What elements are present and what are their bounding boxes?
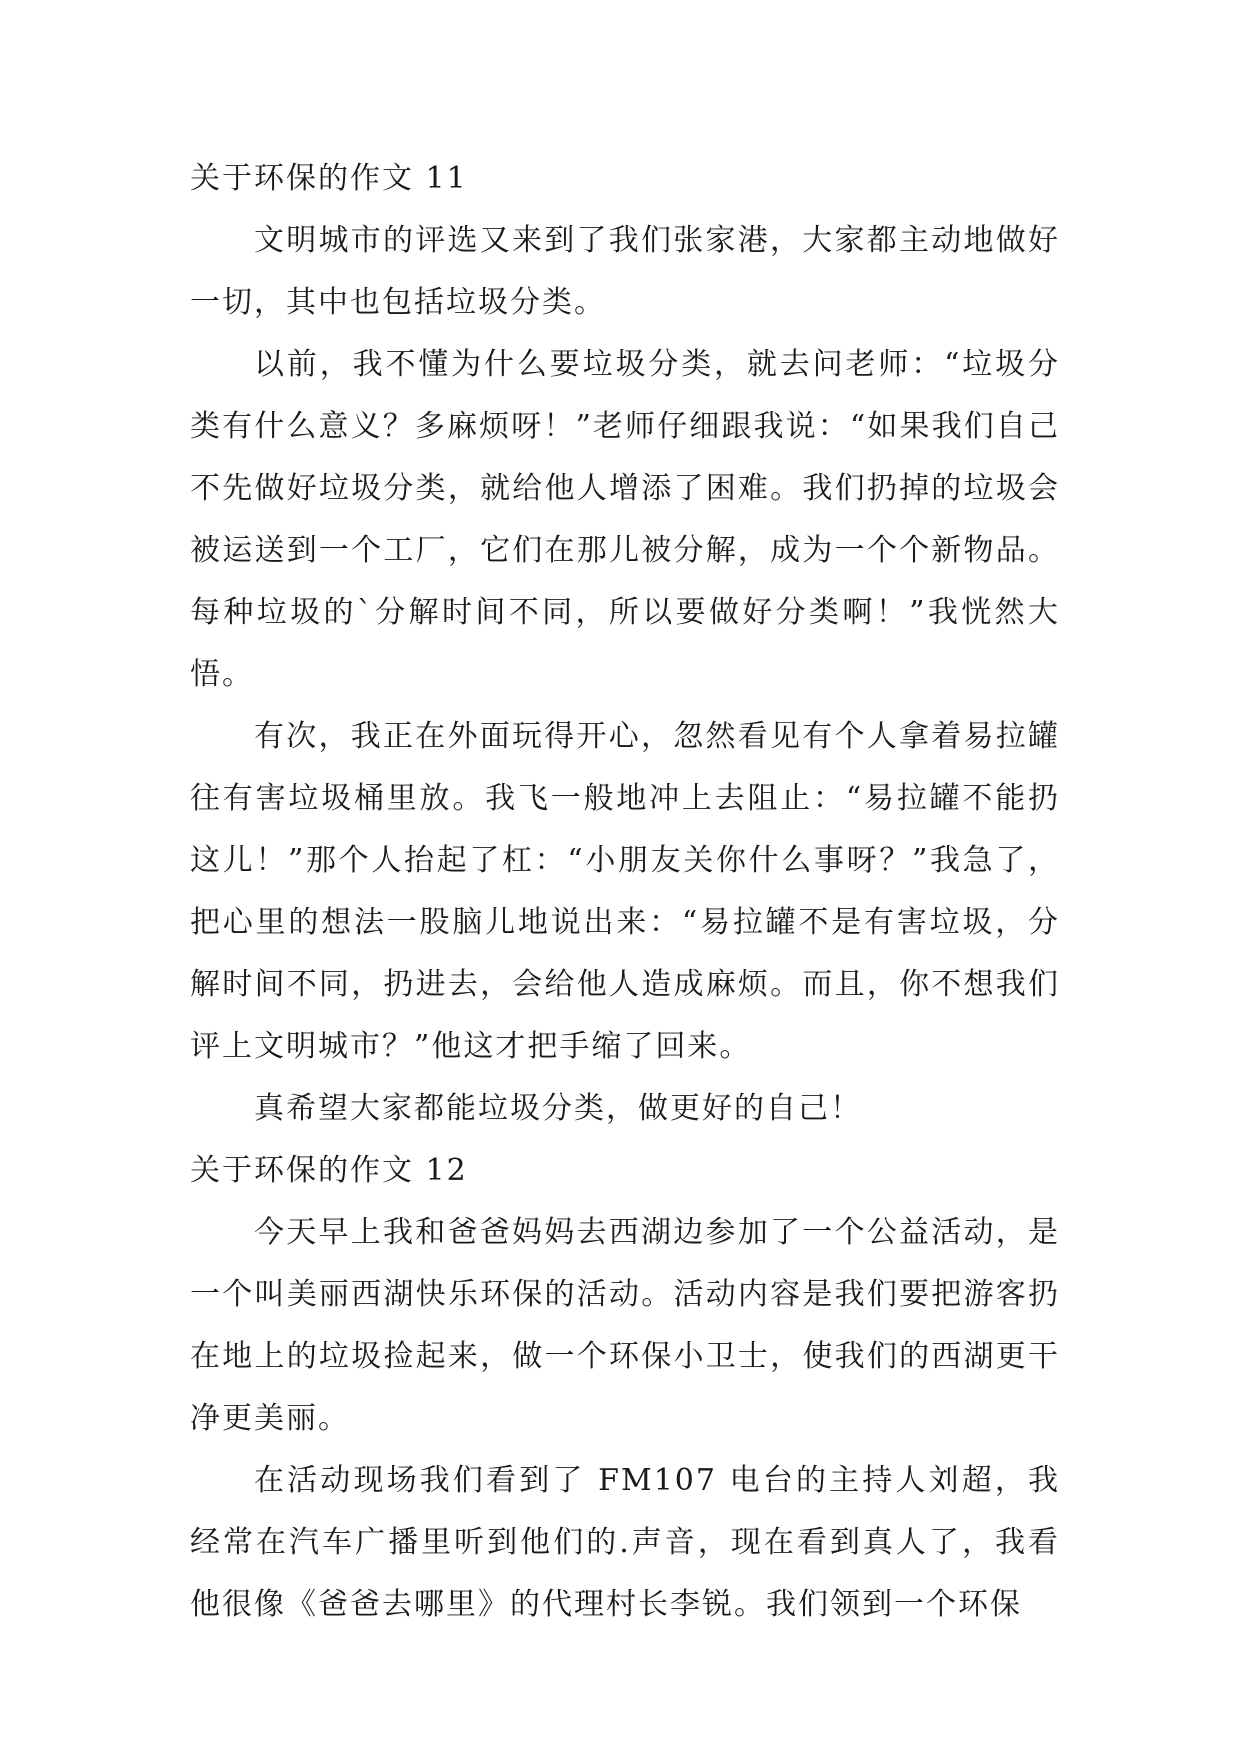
essay-paragraph: 今天早上我和爸爸妈妈去西湖边参加了一个公益活动，是一个叫美丽西湖快乐环保的活动。活动内容是我们要把游客扔在地上的垃圾捡起来，做一个环保小卫士，使我们的西湖更干净更美丽。 (190, 1215, 1060, 1436)
essay-paragraph: 以前，我不懂为什么要垃圾分类，就去问老师：“垃圾分类有什么意义？多麻烦呀！”老师仔细跟我说：“如果我们自己不先做好垃圾分类，就给他人增添了困难。我们扔掉的垃圾会被运送到一个工厂，它们在那儿被分解，成为一个个新物品。每种垃圾的`分解时间不同，所以要做好分类啊！”我恍然大悟。 (190, 347, 1060, 692)
essay-paragraph: 文明城市的评选又来到了我们张家港，大家都主动地做好一切，其中也包括垃圾分类。 (190, 223, 1060, 320)
essay-title: 关于环保的作文 11 (190, 161, 468, 196)
essay-paragraph: 有次，我正在外面玩得开心，忽然看见有个人拿着易拉罐往有害垃圾桶里放。我飞一般地冲上去阻止：“易拉罐不能扔这儿！”那个人抬起了杠：“小朋友关你什么事呀？”我急了，把心里的想法一股脑儿地说出来：“易拉罐不是有害垃圾，分解时间不同，扔进去，会给他人造成麻烦。而且，你不想我们评上文明城市？”他这才把手缩了回来。 (190, 719, 1060, 1064)
essay-12 (190, 1140, 1060, 1636)
document-body (190, 148, 1060, 1636)
essay-paragraph: 真希望大家都能垃圾分类，做更好的自己！ (254, 1091, 862, 1126)
essay-paragraph: 在活动现场我们看到了 FM107 电台的主持人刘超，我经常在汽车广播里听到他们的.声音，现在看到真人了，我看他很像《爸爸去哪里》的代理村长李锐。我们领到一个环保 (190, 1463, 1060, 1622)
essay-11 (190, 148, 1060, 1140)
essay-title: 关于环保的作文 12 (190, 1153, 468, 1188)
